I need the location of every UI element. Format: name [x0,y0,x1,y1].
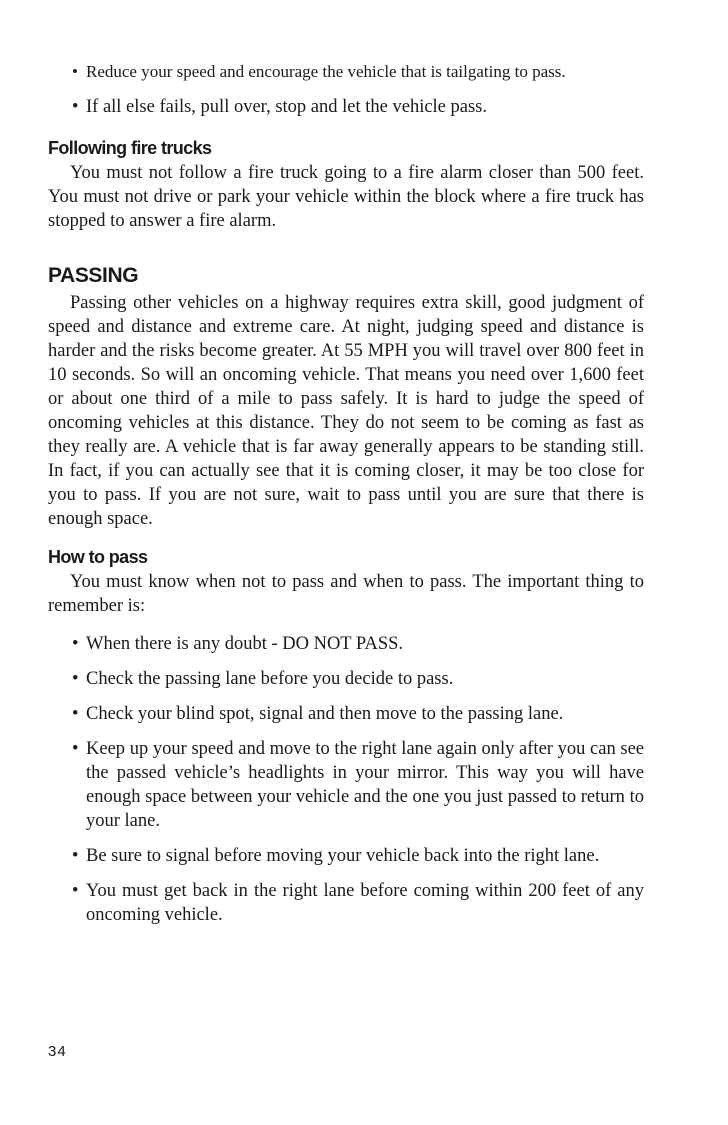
bullet-glyph: • [72,62,78,81]
page-content [48,60,644,938]
bullet-text: If all else fails, pull over, stop and let the vehicle pass. [86,97,488,117]
bullet-glyph: • [72,669,79,689]
bullet-glyph: • [72,97,79,117]
bullet-text: Check your blind spot, signal and then move to the passing lane. [86,704,564,724]
list-item [48,702,644,726]
bullet-text: Check the passing lane before you decide to pass. [86,669,454,689]
bullet-glyph: • [72,704,79,724]
bullet-text: Keep up your speed and move to the right lane again only after you can see the passed vehicle’s headlights in your mirror. This way you will have enough space between your vehicle and the one you just passed to return to your lane. [86,739,644,831]
list-item [48,667,644,691]
list-item [48,632,644,656]
how-to-pass-bullet-list [48,632,644,927]
section-heading-how-to-pass: How to pass [48,547,148,567]
list-item [48,844,644,868]
list-item [48,879,644,927]
list-item [48,60,644,84]
page-number: 34 [48,1043,67,1060]
fire-trucks-paragraph: You must not follow a fire truck going to a fire alarm closer than 500 feet. You must not drive or park your vehicle within the block where a fire truck has stopped to answer a fire alarm. [48,163,644,231]
section-heading-fire-trucks: Following fire trucks [48,138,212,158]
bullet-glyph: • [72,846,79,866]
top-bullet-list [48,60,644,119]
bullet-text: Be sure to signal before moving your vehicle back into the right lane. [86,846,600,866]
passing-paragraph: Passing other vehicles on a highway requires extra skill, good judgment of speed and distance and extreme care. At night, judging speed and distance is harder and the risks become greater. At 55 MPH you will travel over 800 feet in 10 seconds. So will an oncoming vehicle. That means you need over 1,600 feet or about one third of a mile to pass safely. It is hard to judge the speed of oncoming vehicles at this distance. They do not seem to be coming as fast as they really are. A vehicle that is far away generally appears to be standing still. In fact, if you can actually see that it is coming closer, it may be too close for you to pass. If you are not sure, wait to pass until you are sure that there is enough space. [48,293,644,529]
bullet-text: When there is any doubt - DO NOT PASS. [86,634,404,654]
bullet-glyph: • [72,881,79,901]
how-to-pass-paragraph: You must know when not to pass and when to pass. The important thing to remember is: [48,572,644,616]
bullet-text: You must get back in the right lane before coming within 200 feet of any oncoming vehicle. [86,881,644,925]
bullet-glyph: • [72,739,79,759]
list-item [48,737,644,833]
section-heading-passing: PASSING [48,264,139,287]
bullet-glyph: • [72,634,79,654]
list-item [48,95,644,119]
bullet-text: Reduce your speed and encourage the vehicle that is tailgating to pass. [86,62,566,81]
